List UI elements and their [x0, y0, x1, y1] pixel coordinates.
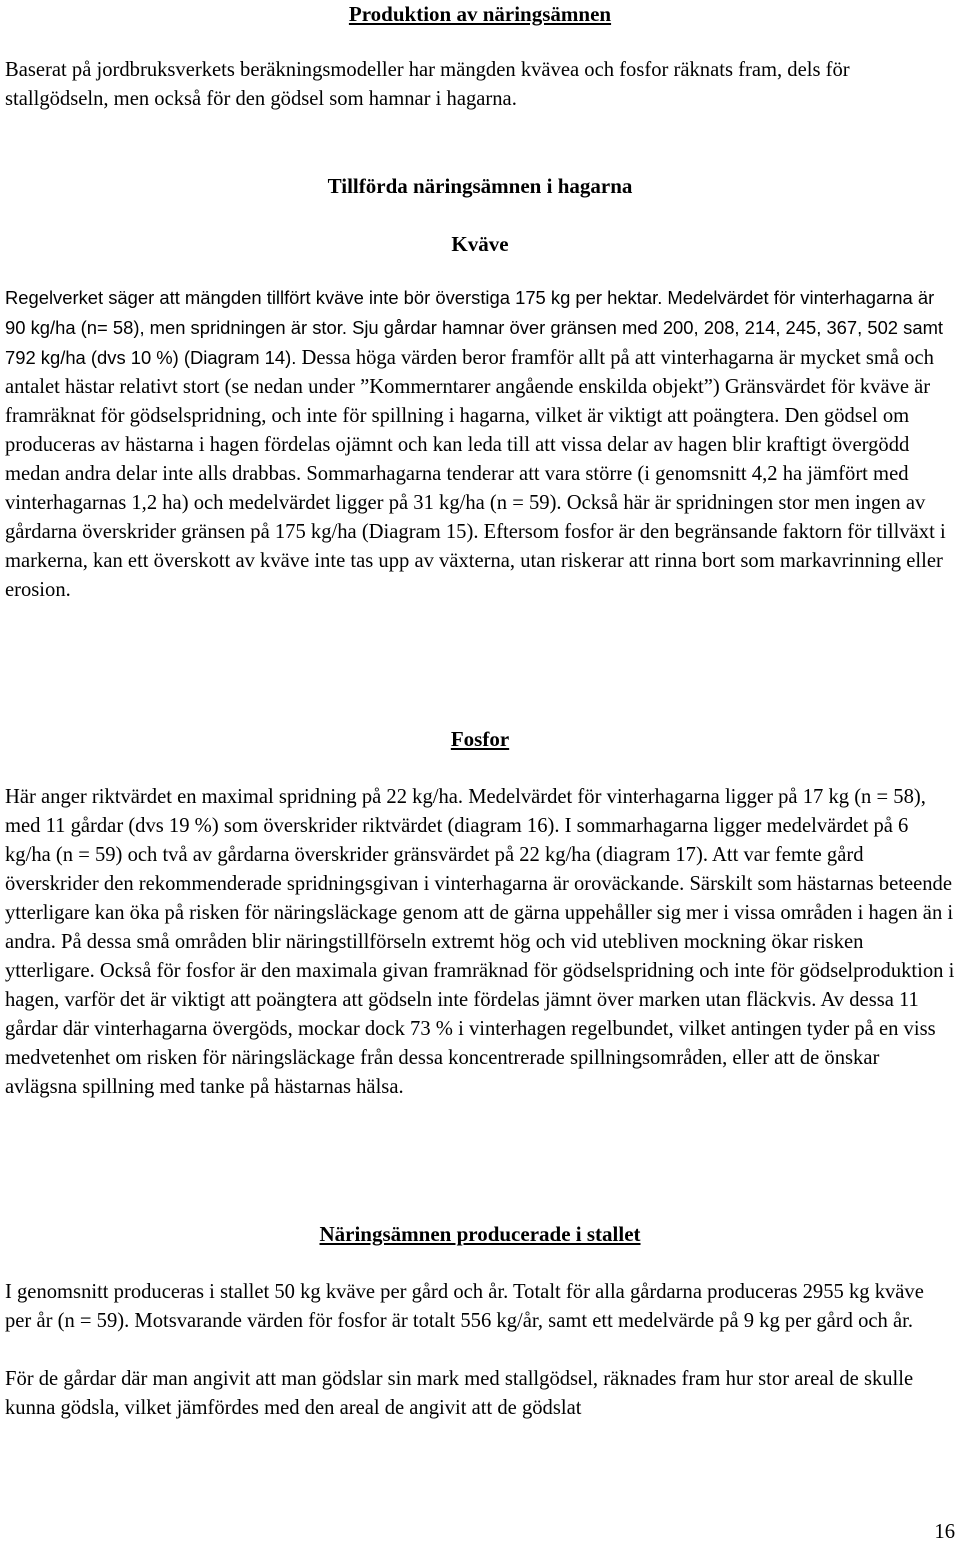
stable-paragraph-1: I genomsnitt produceras i stallet 50 kg kväve per gård och år. Totalt för alla gårdarna produceras 2955 kg kväve per år (n = 59). Motsvarande värden för fosfor är totalt 556 kg/år, samt ett medelvärde på 9 kg per gård och år. [5, 1281, 924, 1332]
nitrogen-paragraph-sans-part: Regelverket säger att mängden tillfört kväve inte bör överstiga 175 kg per hektar. Medelvärdet för vinterhagarna är 90 kg/ha (n= 58), men spridningen är stor. Sju gårdar hamnar över gränsen med 200, 208, 214, 245, 367, 502 samt 792 kg/ha (dvs 10 %) (Diagram 14). [5, 287, 943, 368]
nitrogen-paragraph [5, 283, 955, 605]
stable-paragraph-2: För de gårdar där man angivit att man gödslar sin mark med stallgödsel, räknades fram hur stor areal de skulle kunna gödsla, vilket jämfördes med den areal de angivit att de gödslat [5, 1368, 914, 1419]
phosphorus-paragraph: Här anger riktvärdet en maximal spridning på 22 kg/ha. Medelvärdet för vinterhagarna ligger på 17 kg (n = 58), med 11 gårdar (dvs 19 %) som överskrider riktvärdet (diagram 16). I sommarhagarna ligger medelvärdet på 6 kg/ha (n = 59) och två av gårdarna överskrider gränsvärdet på 22 kg/ha (diagram 17). Att var femte gård överskrider den rekommenderade spridningsgivan i vinterhagarna är oroväckande. Särskilt som hästarnas beteende ytterligare kan öka på risken för näringsläckage genom att de gärna uppehåller sig mer i vissa områden i hagen än i andra. På dessa små områden blir näringstillförseln extremt hög och vid utebliven mockning ökar risken ytterligare. Också för fosfor är den maximala givan framräknad för gödselspridning och inte för gödselproduktion i hagen, varför det är viktigt att poängtera att gödseln inte fördelas jämnt över marken utan fläckvis. Av dessa 11 gårdar där vinterhagarna övergöds, mockar dock 73 % i vinterhagen regelbundet, vilket antingen tyder på en viss medvetenhet om risken för näringsläckage från dessa koncentrerade spillningsområden, eller att de önskar avlägsna spillning med tanke på hästarnas hälsa. [5, 786, 955, 1098]
section-phosphorus [5, 725, 955, 1102]
page-number: 16 [934, 1521, 955, 1543]
section-stable-nutrients [5, 1220, 955, 1423]
section-heading-production: Produktion av näringsämnen [348, 2, 612, 26]
subsection-title-nitrogen: Kväve [451, 232, 509, 256]
nitrogen-paragraph-serif-part: Dessa höga värden beror framför allt på att vinterhagarna är mycket små och antalet hästar relativt stort (se nedan under ”Kommerntarer angående enskilda objekt”) Gränsvärdet för kväve är framräknat för gödselspridning, och inte för spillning i hagarna, vilket är viktigt att poängtera. Den gödsel om produceras av hästarna i hagen fördelas ojämnt och kan leda till att vissa delar av hagen blir kraftigt övergödd medan andra delar inte alls drabbas. Sommarhagarna tenderar att vara större (i genomsnitt 4,2 ha jämfört med vinterhagarnas 1,2 ha) och medelvärdet ligger på 31 kg/ha (n = 59). Också här är spridningen stor men ingen av gårdarna överskrider gränsen på 175 kg/ha (Diagram 15). Eftersom fosfor är den begränsande faktorn för tillväxt i markerna, kan ett överskott av kväve inte tas upp av växterna, utan riskerar att rinna bort som markavrinning eller erosion. [5, 347, 946, 601]
section-added-nutrients [5, 172, 955, 605]
intro-paragraph: Baserat på jordbruksverkets beräkningsmodeller har mängden kvävea och fosfor räknats fram, dels för stallgödseln, men också för den gödsel som hamnar i hagarna. [5, 59, 850, 110]
section-title-added-nutrients: Tillförda näringsämnen i hagarna [327, 174, 633, 198]
section-heading-stable-nutrients: Näringsämnen producerade i stallet [319, 1222, 641, 1246]
section-heading-phosphorus: Fosfor [450, 727, 510, 751]
section-production [5, 0, 955, 114]
